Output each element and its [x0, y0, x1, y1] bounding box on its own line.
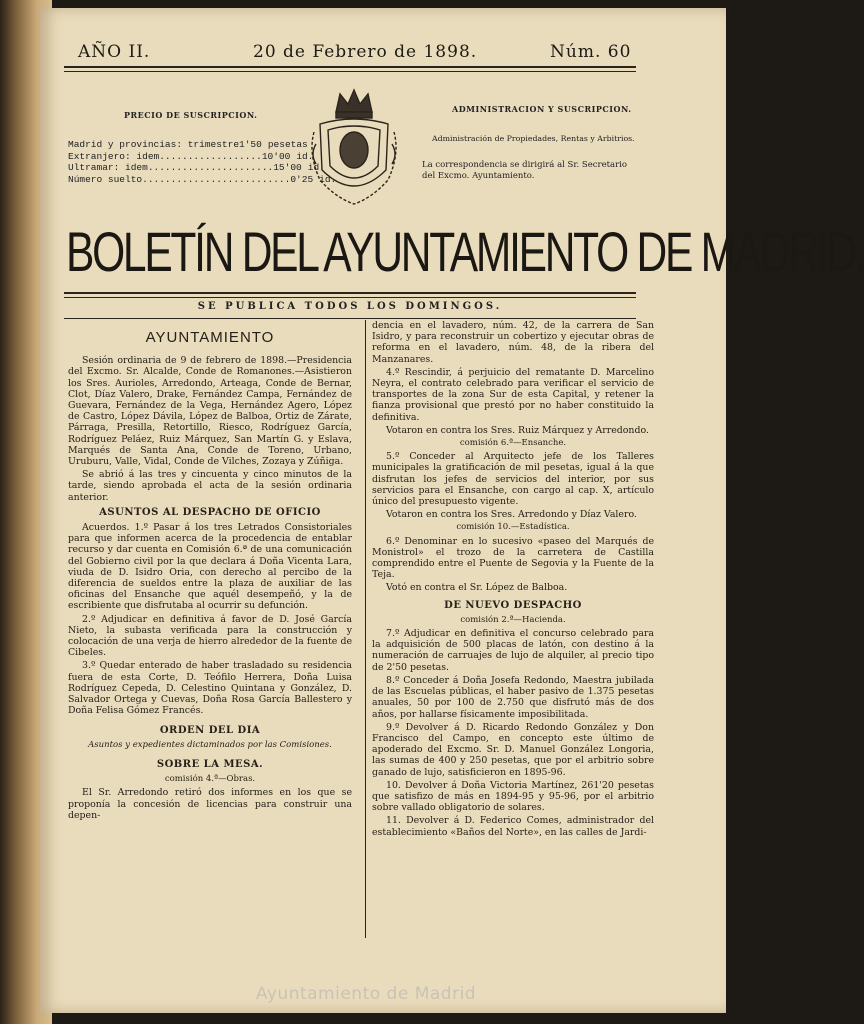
price-unit: pesetas — [267, 139, 308, 150]
comision-label: comisión 6.ª—Ensanche. — [459, 438, 567, 449]
price-label: Número suelto.......................... — [68, 173, 291, 185]
agreement-paragraph: 6.º Denominar en lo sucesivo «paseo del Marqués de Monistrol» el trozo de la carretera de Castilla comprendido entre el Puente de Segovia y la Fuente de la Teja. — [372, 535, 654, 581]
price-amount: 0'25 — [290, 173, 314, 185]
price-amount: 1'50 — [239, 139, 262, 150]
price-label: Ultramar: idem...................... — [68, 162, 274, 173]
title-rule — [64, 292, 636, 294]
price-unit: id. — [319, 173, 337, 185]
price-label: Extranjero: idem.................. — [68, 150, 262, 162]
vote-note: Votó en contra el Sr. López de Balboa. — [386, 582, 568, 594]
administration-correspondence: La correspondencia se dirigirá al Sr. Secretario del Excmo. Ayuntamiento. — [422, 160, 628, 181]
agreement-paragraph: 7.º Adjudicar en definitiva el concurso celebrado para la adquisición de 500 placas de latón, con destino á la numeración de carruajes de lujo de alquiler, al precio tipo de 2'50 pesetas. — [372, 628, 654, 673]
comision-label: comisión 4.ª—Obras. — [164, 774, 256, 785]
agreement-paragraph: 3.º Quedar enterado de haber trasladado su residencia fuera de esta Corte, D. Teófilo Herrera, Doña Luisa Rodríguez Cepeda, D. Celestino Quintana y González, D. Salvador Ortega y Cuevas, Doña Rosa García Ballestero y Doña Felisa Gómez Francés. — [68, 660, 352, 717]
mesa-paragraph: El Sr. Arredondo retiró dos informes en los que se proponía la concesión de licencias para construir una depen- — [68, 787, 352, 821]
agreement-paragraph: Acuerdos. 1.º Pasar á los tres Letrados Consistoriales para que informen acerca de la procedencia de entablar recurso y dar cuenta en Comisión 6.ª de una comunicación del Gobierno civil por la que declara á Doña Vicenta Lara, viuda de D. Isidro Oria, con derecho al percibo de la diferencia de sueldos entre la plaza de auxiliar de las oficinas del Ensanche que aquél desempeñó, y la de escribiente que disfrutaba al ocurrir su defunción. — [68, 522, 352, 612]
left-column — [68, 320, 352, 823]
administration-office: Administración de Propiedades, Rentas y Arbitrios. — [432, 134, 635, 143]
session-opening-paragraph: Se abrió á las tres y cincuenta y cinco minutos de la tarde, siendo aprobada el acta de la sesión ordinaria anterior. — [68, 469, 352, 503]
agreement-paragraph: 10. Devolver á Doña Victoria Martínez, 261'20 pesetas que satisfizo de más en 1894-95 y 95-96, por el arbitrio sobre vallado obligatorio de solares. — [372, 779, 654, 814]
orden-heading: ORDEN DEL DIA — [159, 724, 261, 736]
despacho-heading: ASUNTOS AL DESPACHO DE OFICIO — [99, 506, 321, 518]
subscription-price-table — [68, 139, 337, 185]
agreement-paragraph: 9.º Devolver á D. Ricardo Redondo González y Don Francisco del Campo, en concepto este último de apoderado del Excmo. Sr. D. Manuel González Longoria, las sumas de 400 y 250 pesetas, que por el arbitrio sobre ganado de lujo, satisficieron en 1895-96. — [372, 721, 654, 778]
agreement-paragraph: 4.º Rescindir, á perjuicio del rematante D. Marcelino Neyra, el contrato celebrado para verificar el servicio de transportes de la zona Sur de esta Capital, y retener la fianza provisional que prestó por no haber constituido la definitiva. — [372, 366, 654, 423]
session-paragraph: Sesión ordinaria de 9 de febrero de 1898.—Presidencia del Excmo. Sr. Alcalde, Conde de Romanones.—Asistieron los Sres. Aurioles, Arredondo, Arteaga, Conde de Bernar, Clot, Díaz Valero, Drake, Fernández Campa, Fernández de Guevara, Fernández de la Vega, Hernández Agero, López de Castro, López Dávila, López de Balboa, Ortiz de Zárate, Párraga, Presilla, Retortillo, Riesco, Rodríguez García, Rodríguez Peláez, Ruiz Márquez, San Martín G. y Eslava, Marqués de Santa Ana, Conde de Toreno, Urbano, Uruburu, Valle, Vidal, Conde de Vilches, Zozaya y Zúñiga. — [68, 355, 352, 468]
header-date: 20 de Febrero de 1898. — [253, 42, 478, 62]
madrid-coat-of-arms-icon — [306, 84, 402, 210]
section-heading: AYUNTAMIENTO — [145, 329, 275, 346]
price-row — [68, 139, 308, 151]
subscription-heading: PRECIO DE SUSCRIPCION. — [124, 110, 258, 120]
tagline-rule — [64, 318, 636, 319]
title-rule-thin — [64, 297, 636, 298]
price-unit: id. — [296, 150, 314, 162]
agreement-paragraph: 5.º Conceder al Arquitecto jefe de los Talleres municipales la gratificación de mil pesetas, igual á la que disfrutan los jefes de servicios del interior, por sus servicios para el Ensanche, con cargo al cap. X, artículo único del presupuesto vigente. — [372, 451, 654, 508]
publication-tagline: SE PUBLICA TODOS LOS DOMINGOS. — [197, 301, 503, 312]
vote-note: Votaron en contra los Sres. Arredondo y Díaz Valero. — [386, 509, 637, 521]
price-row — [68, 173, 337, 186]
header-year: AÑO II. — [78, 42, 151, 62]
orden-subheading: Asuntos y expedientes dictaminados por las Comisiones. — [88, 739, 332, 750]
comision-label: comisión 10.—Estadística. — [456, 522, 570, 533]
comision-label: comisión 2.ª—Hacienda. — [460, 614, 566, 625]
header-number: Núm. 60 — [550, 42, 632, 62]
right-column — [372, 320, 654, 840]
agreement-paragraph: 8.º Conceder á Doña Josefa Redondo, Maestra jubilada de las Escuelas públicas, el haber pasivo de 1.375 pesetas anuales, 50 por 100 de 2.750 que disfrutó más de dos años, por hallarse físicamente imposibilitada. — [372, 674, 654, 720]
vote-note: Votaron en contra los Sres. Ruiz Márquez y Arredondo. — [386, 424, 649, 436]
continued-paragraph: dencia en el lavadero, núm. 42, de la carrera de San Isidro, y para reconstruir un cobertizo y ejecutar obras de reforma en el lavadero, núm. 48, de la ribera del Manzanares. — [372, 320, 654, 365]
price-row — [68, 150, 314, 163]
archive-watermark: Ayuntamiento de Madrid — [255, 984, 477, 1004]
price-label: Madrid y provincias: trimestre — [68, 139, 240, 150]
agreement-paragraph: 2.º Adjudicar en definitiva á favor de D. José García Nieto, la subasta verificada para la construcción y colocación de una verja de hierro alrededor de la fuente de Cibeles. — [68, 613, 352, 659]
mesa-heading: SOBRE LA MESA. — [156, 758, 264, 770]
column-divider — [365, 320, 366, 938]
price-amount: 10'00 — [261, 150, 291, 162]
header-rule — [64, 66, 636, 68]
administration-heading: ADMINISTRACION Y SUSCRIPCION. — [452, 104, 632, 114]
agreement-paragraph: 11. Devolver á D. Federico Comes, administrador del establecimiento «Baños del Norte», en las calles de Jardi- — [372, 815, 654, 838]
newspaper-title: BOLETÍN DEL AYUNTAMIENTO DE MADRID. — [66, 220, 864, 283]
nuevo-despacho-heading: DE NUEVO DESPACHO — [444, 599, 582, 611]
price-unit: id. — [307, 162, 325, 173]
header-rule-thin — [64, 71, 636, 72]
price-amount: 15'00 — [273, 162, 302, 173]
price-row — [68, 162, 325, 174]
